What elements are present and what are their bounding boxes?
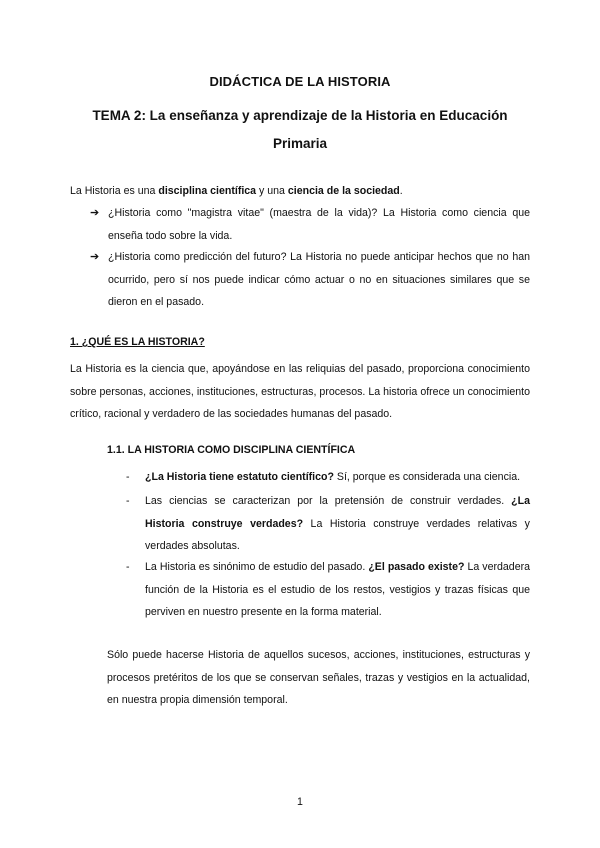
item-bold: ¿La Historia tiene estatuto científico? <box>145 471 334 483</box>
intro-bullet-text: ¿Historia como predicción del futuro? La Historia no puede anticipar hechos que no han ocurrido, pero sí nos puede indicar cómo actuar o no en situaciones similares que se dieron en el pasado. <box>108 251 530 308</box>
item-plain: La Historia es sinónimo de estudio del pasado. <box>145 561 369 573</box>
section-1-paragraph: La Historia es la ciencia que, apoyándose en las reliquias del pasado, proporciona conocimiento sobre personas, acciones, instituciones, estructuras, procesos. La historia ofrece un conocimiento crítico, racional y verdadero de las sociedades humanas del pasado. <box>70 363 530 420</box>
intro-paragraph <box>70 180 530 203</box>
intro-bold-1: disciplina científica <box>158 185 257 197</box>
item-plain: Sí, porque es considerada una ciencia. <box>333 471 521 483</box>
dash-bullet: - <box>126 471 130 483</box>
intro-prefix: La Historia es una <box>70 185 159 197</box>
section-1-1-item-1 <box>126 466 530 489</box>
item-bold: ¿El pasado existe? <box>368 561 465 573</box>
item-plain: La verdadera función de la Historia es el estudio de los restos, vestigios y trazas físicas que perviven en nuestro presente en la forma material. <box>145 561 531 618</box>
item-text <box>145 466 530 489</box>
item-plain: La Historia construye verdades relativas y verdades absolutas. <box>145 517 530 552</box>
section-1-1-item-2 <box>126 490 530 558</box>
dash-bullet: - <box>126 495 130 507</box>
section-1-heading: 1. ¿QUÉ ES LA HISTORIA? <box>70 336 205 348</box>
section-1-1-item-3 <box>126 556 530 624</box>
dash-bullet: - <box>126 561 130 573</box>
intro-bold-2: ciencia de la sociedad <box>287 185 400 197</box>
section-1-1-heading: 1.1. LA HISTORIA COMO DISCIPLINA CIENTÍFICA <box>107 444 356 456</box>
intro-middle: y una <box>256 185 288 197</box>
item-plain: Las ciencias se caracterizan por la pretensión de construir verdades. <box>145 495 512 507</box>
intro-bullet-2 <box>90 246 530 314</box>
page-number: 1 <box>297 796 303 808</box>
intro-bullet-text: ¿Historia como "magistra vitae" (maestra de la vida)? La Historia como ciencia que enseña todo sobre la vida. <box>108 207 530 242</box>
section-1-1-closing: Sólo puede hacerse Historia de aquellos sucesos, acciones, instituciones, estructuras y procesos pretéritos de los que se conservan señales, trazas y vestigios en la actualidad, en nuestra propia dimensión temporal. <box>107 649 530 706</box>
arrow-right-icon: ➔ <box>90 207 100 219</box>
item-bold: ¿La Historia construye verdades? <box>145 495 530 530</box>
intro-bullet-1 <box>90 202 530 247</box>
document-title: DIDÁCTICA DE LA HISTORIA <box>209 74 391 89</box>
arrow-right-icon: ➔ <box>90 251 100 263</box>
intro-suffix: . <box>399 185 403 197</box>
item-text <box>145 556 530 624</box>
document-subtitle: TEMA 2: La enseñanza y aprendizaje de la Historia en Educación Primaria <box>92 108 508 151</box>
item-text <box>145 490 530 558</box>
